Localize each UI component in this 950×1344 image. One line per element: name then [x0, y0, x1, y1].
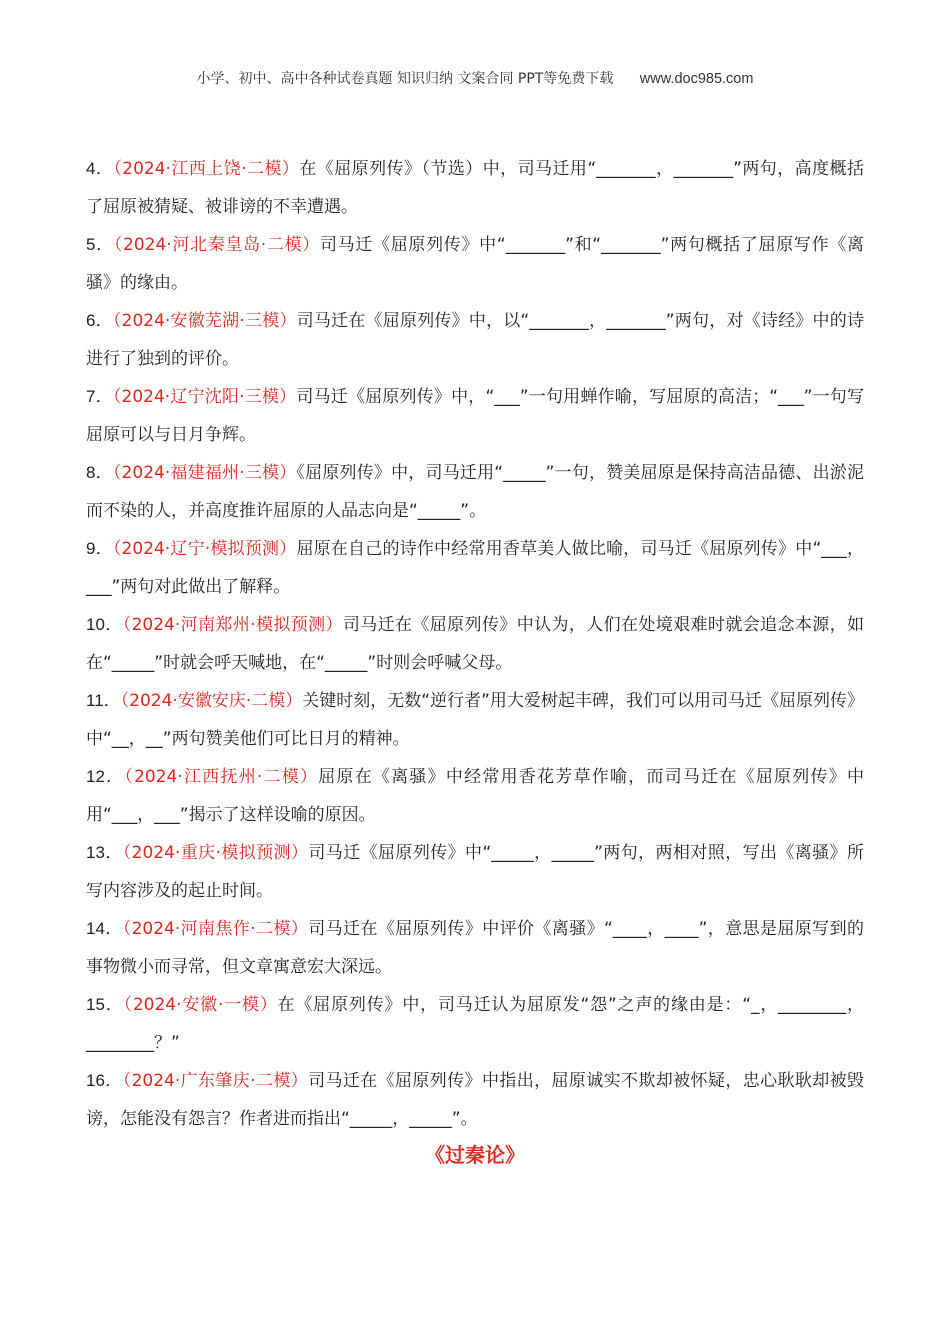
question-number: 8．	[86, 463, 113, 482]
question-text: 在《屈原列传》（节选）中，司马迁用“_______，_______”两句，高度概括了屈原被猜疑、被诽谤的不幸遭遇。	[86, 159, 864, 217]
question-text: 司马迁在《屈原列传》中评价《离骚》“____，____”，意思是屈原写到的事物微小而寻常，但文章寓意宏大深远。	[86, 919, 864, 977]
question-number: 10．	[86, 615, 123, 634]
question-text: 司马迁《屈原列传》中，“___”一句用蝉作喻，写屈原的高洁；“___”一句写屈原可以与日月争辉。	[86, 387, 864, 445]
question-item	[86, 682, 864, 758]
question-list	[86, 150, 864, 1138]
question-item	[86, 910, 864, 986]
question-text: 屈原在自己的诗作中经常用香草美人做比喻，司马迁《屈原列传》中“___，___”两句对此做出了解释。	[86, 539, 864, 597]
question-source: （2024·重庆·模拟预测）	[122, 843, 309, 863]
question-text: 司马迁在《屈原列传》中，以“_______，_______”两句，对《诗经》中的诗进行了独到的评价。	[86, 311, 864, 369]
question-number: 5．	[86, 235, 114, 254]
question-text: 司马迁《屈原列传》中“_______”和“_______”两句概括了屈原写作《离骚》的缘由。	[86, 235, 864, 293]
question-source: （2024·广东肇庆·二模）	[122, 1071, 309, 1091]
question-item	[86, 1062, 864, 1138]
question-text: 关键时刻，无数“逆行者”用大爱树起丰碑，我们可以用司马迁《屈原列传》中“__，__”两句赞美他们可比日月的精神。	[86, 691, 864, 749]
question-item	[86, 606, 864, 682]
question-text: 司马迁在《屈原列传》中认为，人们在处境艰难时就会追念本源，如在“_____”时就会呼天喊地，在“_____”时则会呼喊父母。	[86, 615, 865, 673]
question-number: 15．	[86, 995, 124, 1014]
question-source: （2024·安徽芜湖·三模）	[112, 311, 297, 331]
question-text: 在《屈原列传》中，司马迁认为屈原发“怨”之声的缘由是：“_，________，________？”	[86, 995, 864, 1053]
question-source: （2024·福建福州·三模）	[112, 463, 297, 483]
question-source: （2024·安徽安庆·二模）	[120, 691, 303, 711]
question-number: 12．	[86, 767, 125, 786]
question-item	[86, 834, 864, 910]
question-number: 4．	[86, 159, 114, 178]
question-text: 司马迁《屈原列传》中“_____，_____”两句，两相对照，写出《离骚》所写内容涉及的起止时间。	[86, 843, 864, 901]
question-source: （2024·辽宁沈阳·三模）	[112, 387, 297, 407]
question-number: 14．	[86, 919, 123, 938]
question-text: 《屈原列传》中，司马迁用“_____”一句，赞美屈原是保持高洁品德、出淤泥而不染的人，并高度推许屈原的人品志向是“_____”。	[86, 463, 864, 521]
question-number: 13．	[86, 843, 123, 862]
section-title: 《过秦论》	[425, 1143, 525, 1167]
question-source: （2024·江西上饶·二模）	[113, 159, 300, 179]
question-number: 6．	[86, 311, 113, 330]
question-number: 7．	[86, 387, 113, 406]
question-source: （2024·江西抚州·二模）	[124, 767, 319, 787]
question-item	[86, 302, 864, 378]
question-item	[86, 454, 864, 530]
question-source: （2024·河南郑州·模拟预测）	[122, 615, 343, 635]
question-item	[86, 150, 864, 226]
question-item	[86, 530, 864, 606]
question-item	[86, 986, 864, 1062]
question-number: 9．	[86, 539, 113, 558]
question-item	[86, 378, 864, 454]
header-text: 小学、初中、高中各种试卷真题 知识归纳 文案合同 PPT等免费下载	[196, 71, 614, 87]
question-source: （2024·河北秦皇岛·二模）	[113, 235, 320, 255]
question-item	[86, 226, 864, 302]
page-header	[0, 68, 950, 88]
question-number: 11．	[86, 691, 121, 710]
question-text: 司马迁在《屈原列传》中指出，屈原诚实不欺却被怀疑，忠心耿耿却被毁谤，怎能没有怨言？作者进而指出“_____，_____”。	[86, 1071, 865, 1129]
question-text: 屈原在《离骚》中经常用香花芳草作喻，而司马迁在《屈原列传》中用“___，___”揭示了这样设喻的原因。	[86, 767, 864, 825]
question-item	[86, 758, 864, 834]
question-source: （2024·河南焦作·二模）	[122, 919, 309, 939]
question-source: （2024·安徽·一模）	[123, 995, 278, 1015]
header-site-link[interactable]: www.doc985.com	[639, 71, 754, 87]
question-source: （2024·辽宁·模拟预测）	[112, 539, 297, 559]
question-number: 16．	[86, 1071, 123, 1090]
